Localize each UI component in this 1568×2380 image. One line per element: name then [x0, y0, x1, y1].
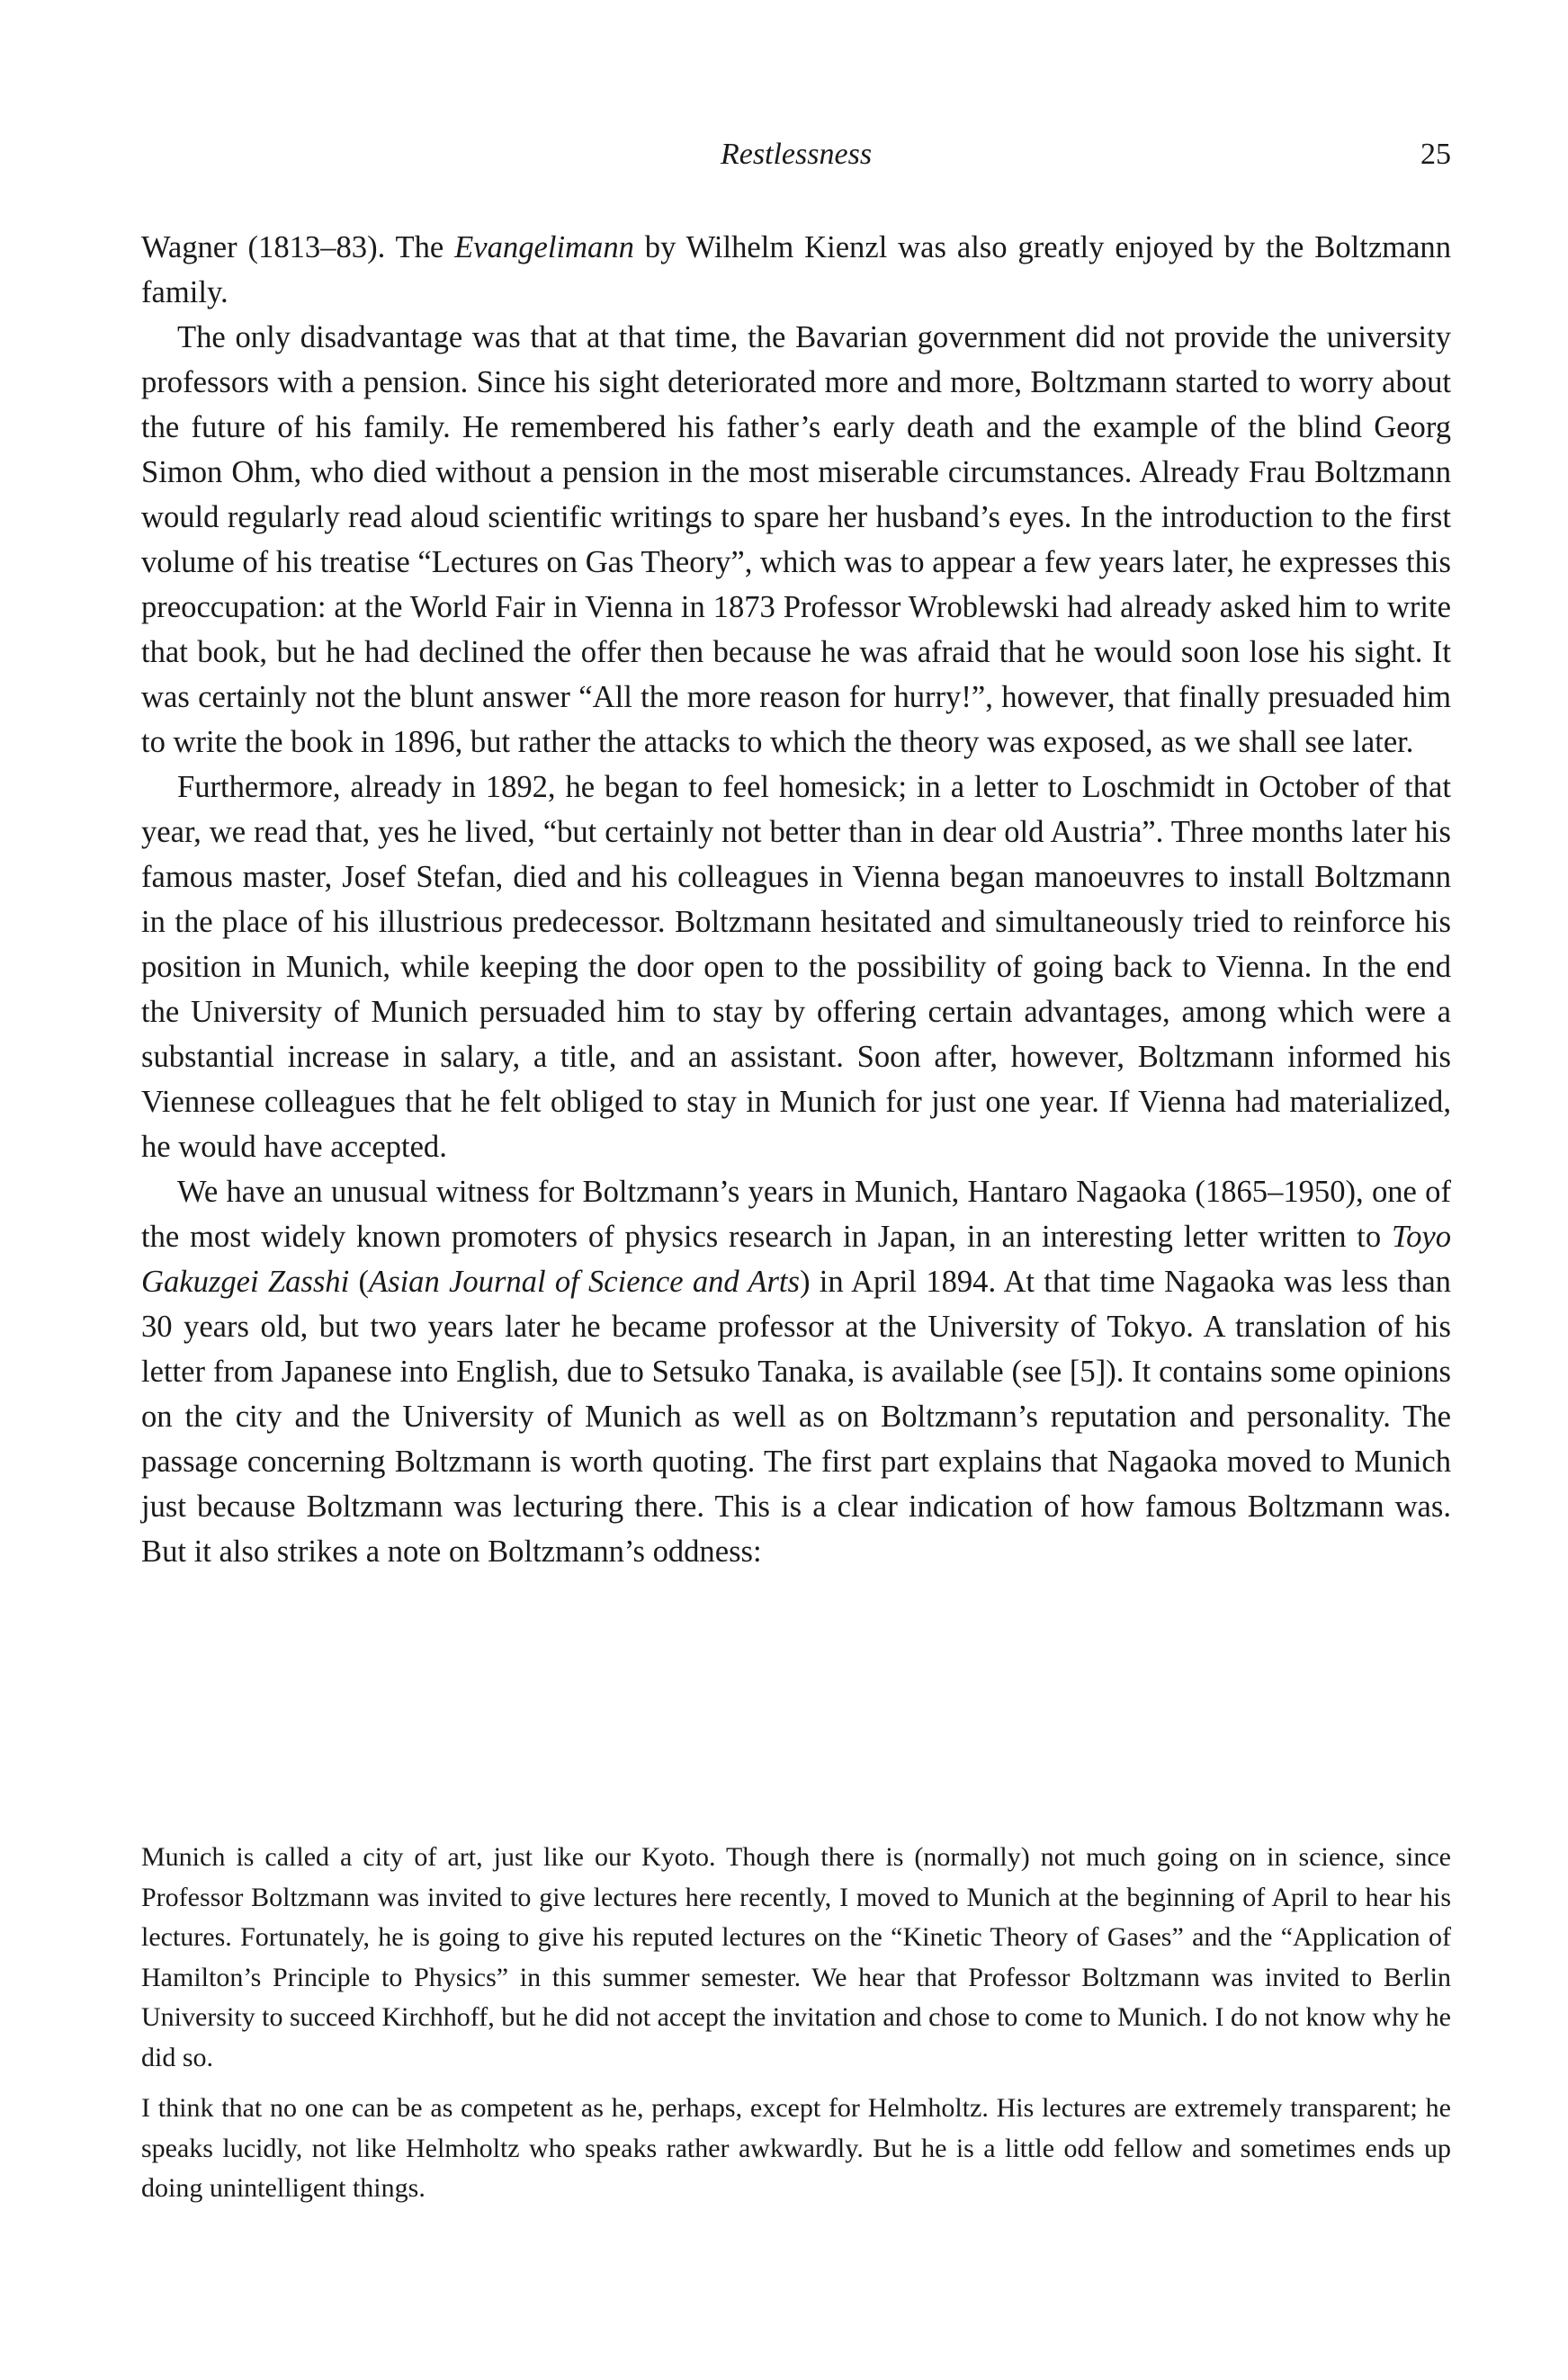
- paragraph-text: by Wilhelm Kienzl was also greatly enjoyed by the Boltzmann family.: [141, 230, 1451, 309]
- paragraph-text: ) in April 1894. At that time Nagaoka was less than 30 years old, but two years later he became professor at the University of Tokyo. A translation of his letter from Japanese into English, due to Setsuko Tanaka, is available (see [5]). It contains some opinions on the city and the University of Munich as well as on Boltzmann’s reputation and personality. The passage concerning Boltzmann is worth quoting. The first part explains that Nagaoka moved to Munich just because Boltzmann was lecturing there. This is a clear indication of how famous Boltzmann was. But it also strikes a note on Boltzmann’s oddness:: [141, 1265, 1451, 1569]
- paragraph-wagner: [141, 225, 1451, 315]
- quote-paragraph-munich: Munich is called a city of art, just like our Kyoto. Though there is (normally) not much going on in science, since Professor Boltzmann was invited to give lectures here recently, I moved to Munich at the beginning of April to hear his lectures. Fortunately, he is going to give his reputed lectures on the “Kinetic Theory of Gases” and the “Application of Hamilton’s Principle to Physics” in this summer semester. We hear that Professor Boltzmann was invited to Berlin University to succeed Kirchhoff, but he did not accept the invitation and chose to come to Munich. I do not know why he did so.: [141, 1842, 1451, 2072]
- block-quote: [141, 1838, 1451, 2209]
- paragraph-text: (: [349, 1265, 369, 1299]
- paragraph-text: We have an unusual witness for Boltzmann’s years in Munich, Hantaro Nagaoka (1865–1950), one of the most widely known promoters of physics research in Japan, in an interesting letter written to: [141, 1175, 1451, 1254]
- journal-title-translation: Asian Journal of Science and Arts: [368, 1265, 800, 1299]
- running-title: Restlessness: [720, 138, 873, 171]
- paragraph-text: Wagner (1813–83). The: [141, 230, 455, 264]
- journal-title: Toyo Gakuzgei Zasshi: [141, 1220, 1451, 1299]
- page-number: 25: [1420, 138, 1451, 171]
- work-title-evangelimann: Evangelimann: [454, 230, 634, 264]
- paragraph-nagaoka: [141, 1169, 1451, 1574]
- running-header: [141, 135, 1451, 174]
- paragraph-pension: The only disadvantage was that at that time, the Bavarian government did not provide the university professors with a pension. Since his sight deteriorated more and more, Boltzmann started to worry about the future of his family. He remembered his father’s early death and the example of the blind Georg Simon Ohm, who died without a pension in the most miserable circumstances. Already Frau Boltzmann would regularly read aloud scientific writings to spare her husband’s eyes. In the introduction to the first volume of his treatise “Lectures on Gas Theory”, which was to appear a few years later, he expresses this preoccupation: at the World Fair in Vienna in 1873 Professor Wroblewski had already asked him to write that book, but he had declined the offer then because he was afraid that he would soon lose his sight. It was certainly not the blunt answer “All the more reason for hurry!”, however, that finally presuaded him to write the book in 1896, but rather the attacks to which the theory was exposed, as we shall see later.: [141, 320, 1451, 759]
- quote-paragraph-helmholtz: I think that no one can be as competent as he, perhaps, except for Helmholtz. His lectures are extremely transparent; he speaks lucidly, not like Helmholtz who speaks rather awkwardly. But he is a little odd fellow and sometimes ends up doing unintelligent things.: [141, 2093, 1451, 2203]
- body-text: [141, 225, 1451, 1574]
- paragraph-homesick: Furthermore, already in 1892, he began to feel homesick; in a letter to Loschmidt in October of that year, we read that, yes he lived, “but certainly not better than in dear old Austria”. Three months later his famous master, Josef Stefan, died and his colleagues in Vienna began manoeuvres to install Boltzmann in the place of his illustrious predecessor. Boltzmann hesitated and simultaneously tried to reinforce his position in Munich, while keeping the door open to the possibility of going back to Vienna. In the end the University of Munich persuaded him to stay by offering certain advantages, among which were a substantial increase in salary, a title, and an assistant. Soon after, however, Boltzmann informed his Viennese colleagues that he felt obliged to stay in Munich for just one year. If Vienna had materialized, he would have accepted.: [141, 770, 1451, 1164]
